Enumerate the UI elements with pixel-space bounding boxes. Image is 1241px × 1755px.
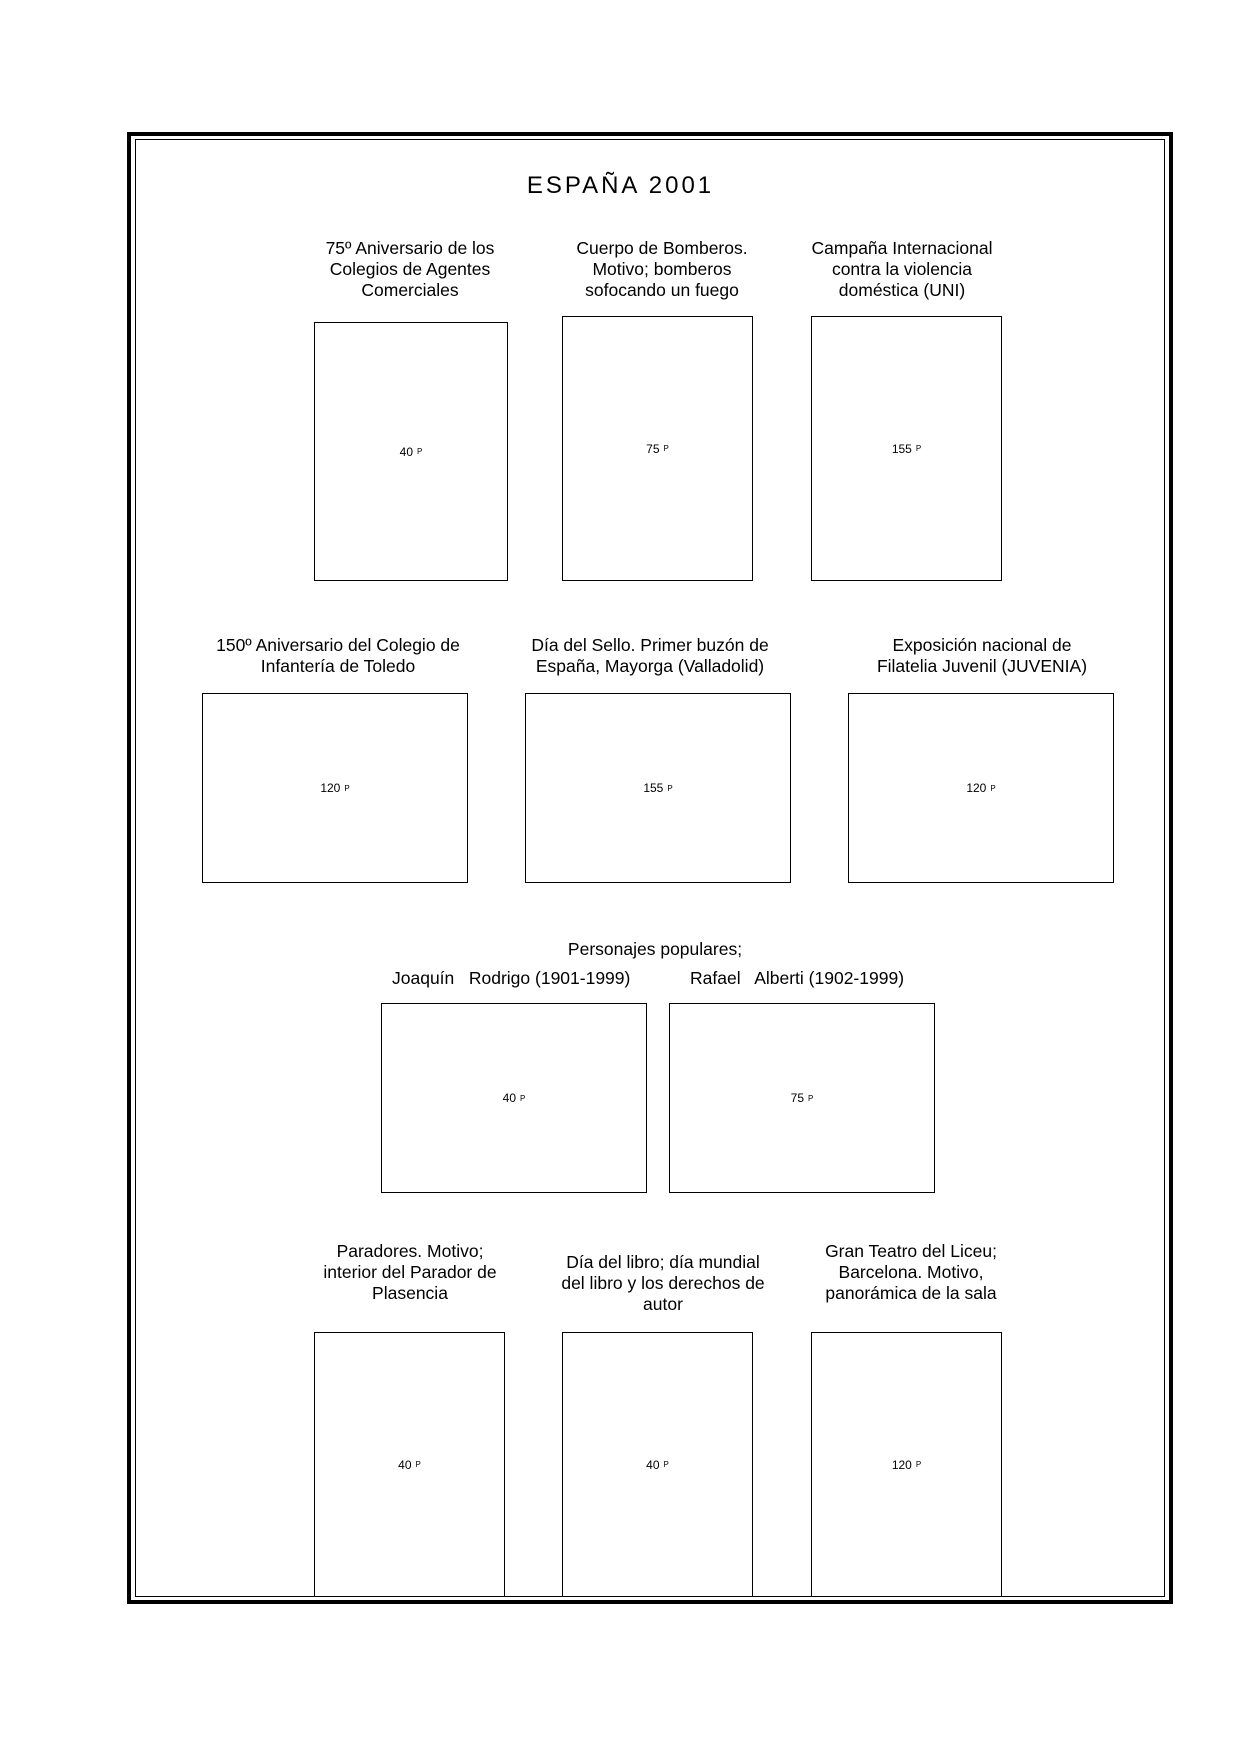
stamp-mount	[848, 693, 1114, 883]
caption-line: 75º Aniversario de los	[325, 238, 495, 258]
currency-mark: P	[915, 1460, 922, 1469]
stamp-mount	[669, 1003, 935, 1193]
stamp-caption	[790, 238, 1014, 301]
stamp-caption	[796, 1241, 1026, 1304]
currency-mark: P	[808, 1093, 814, 1103]
face-value: 75	[790, 1091, 804, 1105]
caption-line: Cuerpo de Bomberos.	[576, 238, 748, 258]
face-value: 120	[891, 1457, 912, 1472]
stamp-caption	[842, 635, 1122, 677]
currency-mark: P	[417, 447, 423, 456]
stamp-caption: Joaquín Rodrigo (1901-1999)	[392, 968, 631, 988]
caption-line: Filatelia Juvenil (JUVENIA)	[876, 656, 1088, 676]
caption-line: 150º Aniversario del Colegio de	[216, 635, 460, 655]
currency-mark: P	[415, 1460, 421, 1469]
currency-mark: P	[520, 1093, 526, 1103]
stamp-mount	[562, 316, 753, 581]
page-title: ESPAÑA 2001	[526, 172, 715, 199]
caption-line: Día del Sello. Primer buzón de	[531, 635, 769, 655]
caption-line: autor	[643, 1294, 683, 1314]
currency-mark: P	[990, 783, 996, 793]
currency-mark: P	[667, 783, 673, 793]
stamp-mount	[202, 693, 468, 883]
stamp-mount	[562, 1332, 753, 1597]
face-value: 40	[502, 1091, 516, 1105]
caption-line: Comerciales	[361, 280, 459, 300]
stamp-mount	[314, 322, 508, 581]
caption-line: interior del Parador de	[323, 1262, 497, 1282]
caption-line: Colegios de Agentes	[329, 259, 491, 279]
caption-line: Motivo; bomberos	[592, 259, 732, 279]
stamp-caption	[543, 1252, 783, 1315]
caption-line: Paradores. Motivo;	[336, 1241, 484, 1261]
caption-line: contra la violencia	[831, 259, 973, 279]
currency-mark: P	[344, 783, 350, 793]
face-value: 155	[643, 781, 664, 795]
currency-mark: P	[915, 444, 922, 453]
stamp-mount	[381, 1003, 647, 1193]
stamp-caption	[300, 238, 520, 301]
currency-mark: P	[663, 1460, 669, 1469]
caption-line: sofocando un fuego	[585, 280, 739, 300]
stamp-caption	[300, 1241, 520, 1304]
currency-mark: P	[663, 444, 669, 453]
stamp-mount	[811, 316, 1002, 581]
stamp-mount	[811, 1332, 1002, 1597]
caption-line: España, Mayorga (Valladolid)	[535, 656, 765, 676]
face-value: 40	[398, 1457, 412, 1472]
caption-line: panorámica de la sala	[825, 1283, 997, 1303]
face-value: 120	[966, 781, 987, 795]
face-value: 120	[320, 781, 341, 795]
face-value: 40	[399, 444, 413, 459]
stamp-mount	[314, 1332, 505, 1597]
face-value: 75	[646, 441, 660, 456]
caption-line: Barcelona. Motivo,	[838, 1262, 984, 1282]
caption-line: Día del libro; día mundial	[566, 1252, 760, 1272]
caption-line: Plasencia	[372, 1283, 448, 1303]
face-value: 40	[646, 1457, 660, 1472]
caption-line: Infantería de Toledo	[260, 656, 416, 676]
stamp-mount	[525, 693, 791, 883]
caption-line: Campaña Internacional	[811, 238, 993, 258]
caption-line: doméstica (UNI)	[838, 280, 966, 300]
caption-line: Exposición nacional de	[892, 635, 1072, 655]
stamp-caption: Rafael Alberti (1902-1999)	[690, 968, 905, 988]
stamp-caption	[508, 635, 792, 677]
caption-line: Gran Teatro del Liceu;	[825, 1241, 997, 1261]
face-value: 155	[891, 441, 912, 456]
stamp-caption	[193, 635, 483, 677]
caption-line: del libro y los derechos de	[561, 1273, 765, 1293]
stamp-caption	[549, 238, 775, 301]
group-heading: Personajes populares;	[567, 939, 743, 959]
